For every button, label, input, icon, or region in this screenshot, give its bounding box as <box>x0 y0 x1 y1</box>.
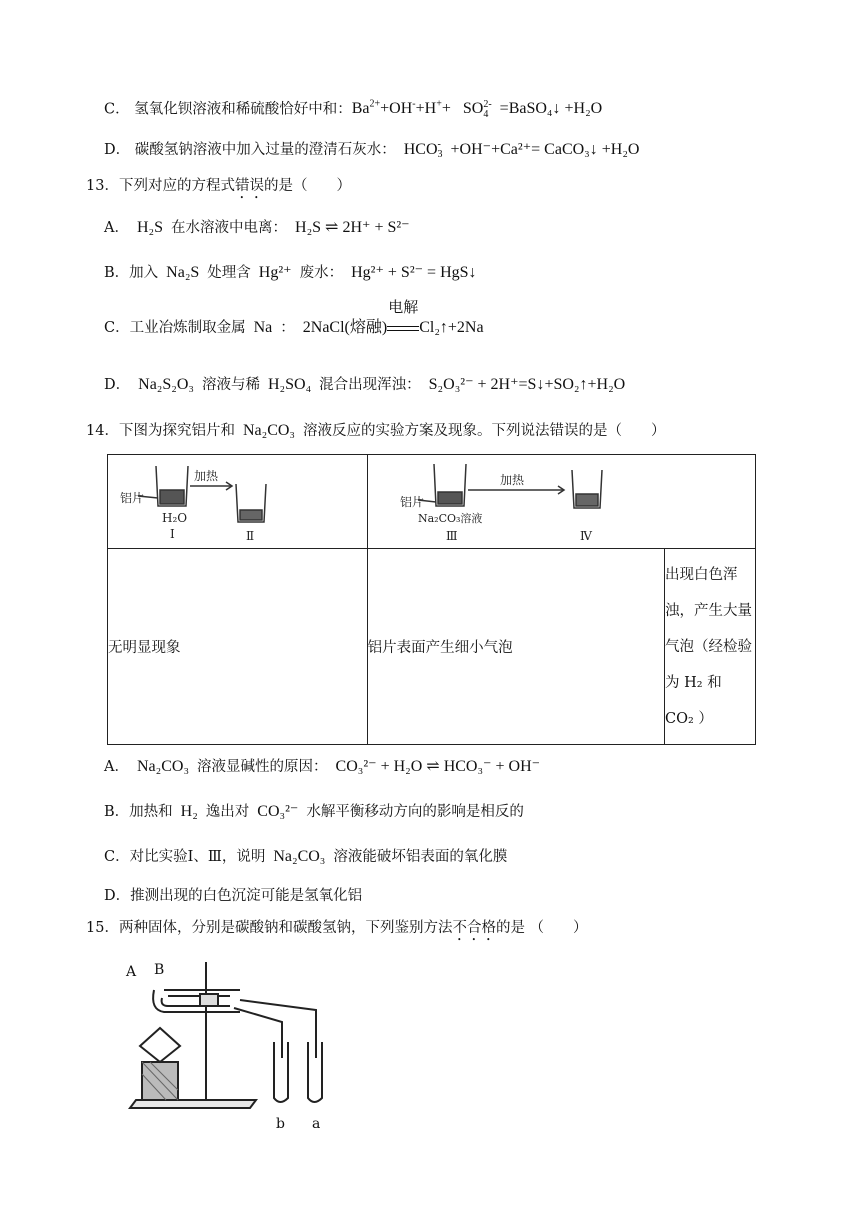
option-14c: C．对比实验Ⅰ、Ⅲ，说明 Na₂CO₃ 溶液能破坏铝表面的氧化膜 <box>104 848 508 865</box>
heat-label: 加热 <box>194 468 219 483</box>
heat-label: 加热 <box>499 472 524 487</box>
label-b-upper: B <box>154 962 165 978</box>
reaction-condition: 电解 <box>388 300 419 316</box>
option-14d: D．推测出现的白色沉淀可能是氢氧化铝 <box>104 888 363 904</box>
option-13d: D． Na₂S₂O₃ 溶液与稀 H₂SO₄ 混合出现浑浊： S₂O₃²⁻ + 2H⁺=S↓+SO₂↑+H₂O <box>104 376 626 393</box>
beaker-diagram-icon <box>108 456 361 548</box>
option-13a: A． H₂S 在水溶液中电离： H₂S ⇌ 2H⁺ + S²⁻ <box>104 219 410 236</box>
label-a: a <box>312 1116 321 1132</box>
al-label: 铝片 <box>120 490 145 505</box>
result-cell-3: 出现白色浑 浊，产生大量 气泡（经检验 为 H₂ 和 CO₂ ） <box>665 549 756 745</box>
question-13-stem: 13．下列对应的方程式错误的是（ ） <box>86 178 351 194</box>
apparatus-diagram <box>120 950 360 1140</box>
experiment-table <box>107 454 756 745</box>
result-cell-1: 无明显现象 <box>108 549 368 745</box>
roman-iii-label: Ⅲ <box>445 528 458 543</box>
question-15-stem: 15．两种固体，分别是碳酸钠和碳酸氢钠，下列鉴别方法不合格的是 （ ） <box>86 920 588 936</box>
label-a-upper: A <box>126 964 137 980</box>
al-label: 铝片 <box>399 494 424 509</box>
option-13b: B．加入 Na₂S 处理含 Hg²⁺ 废水： Hg²⁺ + S²⁻ = HgS↓ <box>104 264 477 281</box>
roman-iv-label: Ⅳ <box>579 528 592 543</box>
option-14a: A． Na₂CO₃ 溶液显碱性的原因： CO₃²⁻ + H₂O ⇌ HCO₃⁻ + OH⁻ <box>104 758 541 775</box>
option-12c: C． 氢氧化钡溶液和稀硫酸恰好中和：$Ba^{2+}+OH^-+H^++ SO2-$ 4 =BaSO₄↓ +H₂O <box>104 98 603 120</box>
option-text: 氢氧化钡溶液和稀硫酸恰好中和： <box>134 101 352 118</box>
option-14b: B．加热和 H₂ 逸出对 CO₃²⁻ 水解平衡移动方向的影响是相反的 <box>104 803 524 820</box>
option-text: 碳酸氢钠溶液中加入过量的澄清石灰水： <box>134 142 396 158</box>
option-12d: D． 碳酸氢钠溶液中加入过量的澄清石灰水： HCO- 3 +OH⁻+Ca²⁺= CaCO₃↓ +H₂O <box>104 139 640 161</box>
roman-ii-label: Ⅱ <box>246 528 255 543</box>
experiment-figure-1 <box>108 455 368 549</box>
h2o-label: H₂O <box>162 510 188 525</box>
question-14-stem: 14．下图为探究铝片和 Na₂CO₃ 溶液反应的实验方案及现象。下列说法错误的是（ ） <box>86 422 666 439</box>
option-13c: C．工业冶炼制取金属 Na ： 2NaCl(熔融) 电解 Cl₂↑+2Na <box>104 300 484 336</box>
option-label: C． <box>104 101 130 118</box>
beaker-diagram-icon <box>368 456 762 548</box>
option-label: D． <box>104 142 131 158</box>
na2co3-label: Na₂CO₃溶液 <box>417 511 483 525</box>
experiment-figure-2 <box>367 455 755 549</box>
label-b: b <box>276 1116 285 1132</box>
result-cell-2: 铝片表面产生细小气泡 <box>367 549 664 745</box>
roman-i-label: Ⅰ <box>170 526 175 541</box>
